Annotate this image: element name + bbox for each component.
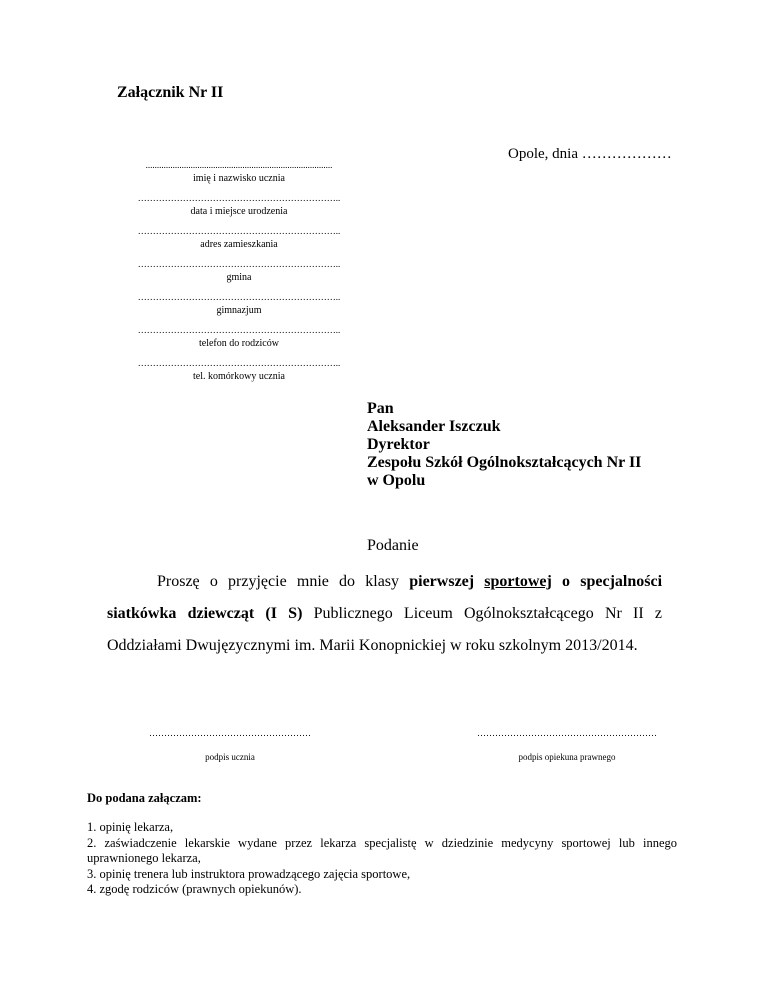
field-school <box>117 292 361 316</box>
field-label: tel. komórkowy ucznia <box>193 371 285 382</box>
field-student-mobile <box>117 358 361 382</box>
body-text: Publicznego Liceum Ogólnokształcącego Nr II z Oddziałami Dwujęzycznymi im. Marii Konopnickiej w roku szkolnym 2013/2014. <box>107 605 663 654</box>
body-underlined: sportowej <box>484 573 552 590</box>
recipient-line: w Opolu <box>367 472 426 489</box>
signature-guardian <box>458 728 676 762</box>
body-space <box>474 573 484 590</box>
dotted-line: …………………………………………………… <box>477 728 657 738</box>
dotted-line: ………………………………………………………….. <box>137 193 341 203</box>
field-label: gmina <box>226 272 252 283</box>
body-bold: pierwszej <box>409 573 475 590</box>
list-item: 4. zgodę rodziców (prawnych opiekunów). <box>87 882 302 896</box>
signature-label: podpis opiekuna prawnego <box>518 752 616 762</box>
dotted-line: ………………………………………………………….. <box>137 226 341 236</box>
field-birth <box>117 193 361 217</box>
dotted-line: ………………………………………………………….. <box>137 358 341 368</box>
field-label: imię i nazwisko ucznia <box>193 173 285 184</box>
dotted-line: ................................................................................... <box>145 160 333 170</box>
field-name <box>117 160 361 184</box>
dotted-line: ………………………………………………………….. <box>137 325 341 335</box>
list-item: 1. opinię lekarza, <box>87 820 174 834</box>
list-item: 3. opinię trenera lub instruktora prowadzącego zajęcia sportowe, <box>87 866 411 881</box>
body-bold: o specjalności siatkówka dziewcząt (I S) <box>107 573 663 622</box>
attachments-list <box>87 820 677 898</box>
list-item: 2. zaświadczenie lekarskie wydane przez lekarza specjalistę w dziedzinie medycyny sportowej lub innego uprawnionego lekarza, <box>87 835 677 865</box>
field-label: data i miejsce urodzenia <box>190 206 288 217</box>
signature-student <box>135 728 325 762</box>
dotted-line: ………………………………………………………….. <box>137 259 341 269</box>
document-heading: Podanie <box>367 537 419 554</box>
recipient-line: Aleksander Iszczuk <box>367 418 501 435</box>
recipient-block <box>367 400 641 490</box>
dotted-line: ………………………………………………………….. <box>137 292 341 302</box>
field-label: gimnazjum <box>216 305 262 316</box>
recipient-line: Pan <box>367 400 394 417</box>
application-body <box>107 566 662 662</box>
dotted-line: ……………………………………………… <box>149 728 311 738</box>
field-commune <box>117 259 361 283</box>
date-line: Opole, dnia ……………… <box>508 146 672 162</box>
document-title: Załącznik Nr II <box>117 84 224 101</box>
recipient-line: Zespołu Szkół Ogólnokształcących Nr II <box>367 454 642 471</box>
field-label: telefon do rodziców <box>199 338 279 349</box>
recipient-line: Dyrektor <box>367 436 430 453</box>
field-address <box>117 226 361 250</box>
signature-label: podpis ucznia <box>205 752 255 762</box>
attachments-title: Do podana załączam: <box>87 791 202 805</box>
body-text: Proszę o przyjęcie mnie do klasy <box>157 573 410 590</box>
field-parent-phone <box>117 325 361 349</box>
field-label: adres zamieszkania <box>200 239 278 250</box>
